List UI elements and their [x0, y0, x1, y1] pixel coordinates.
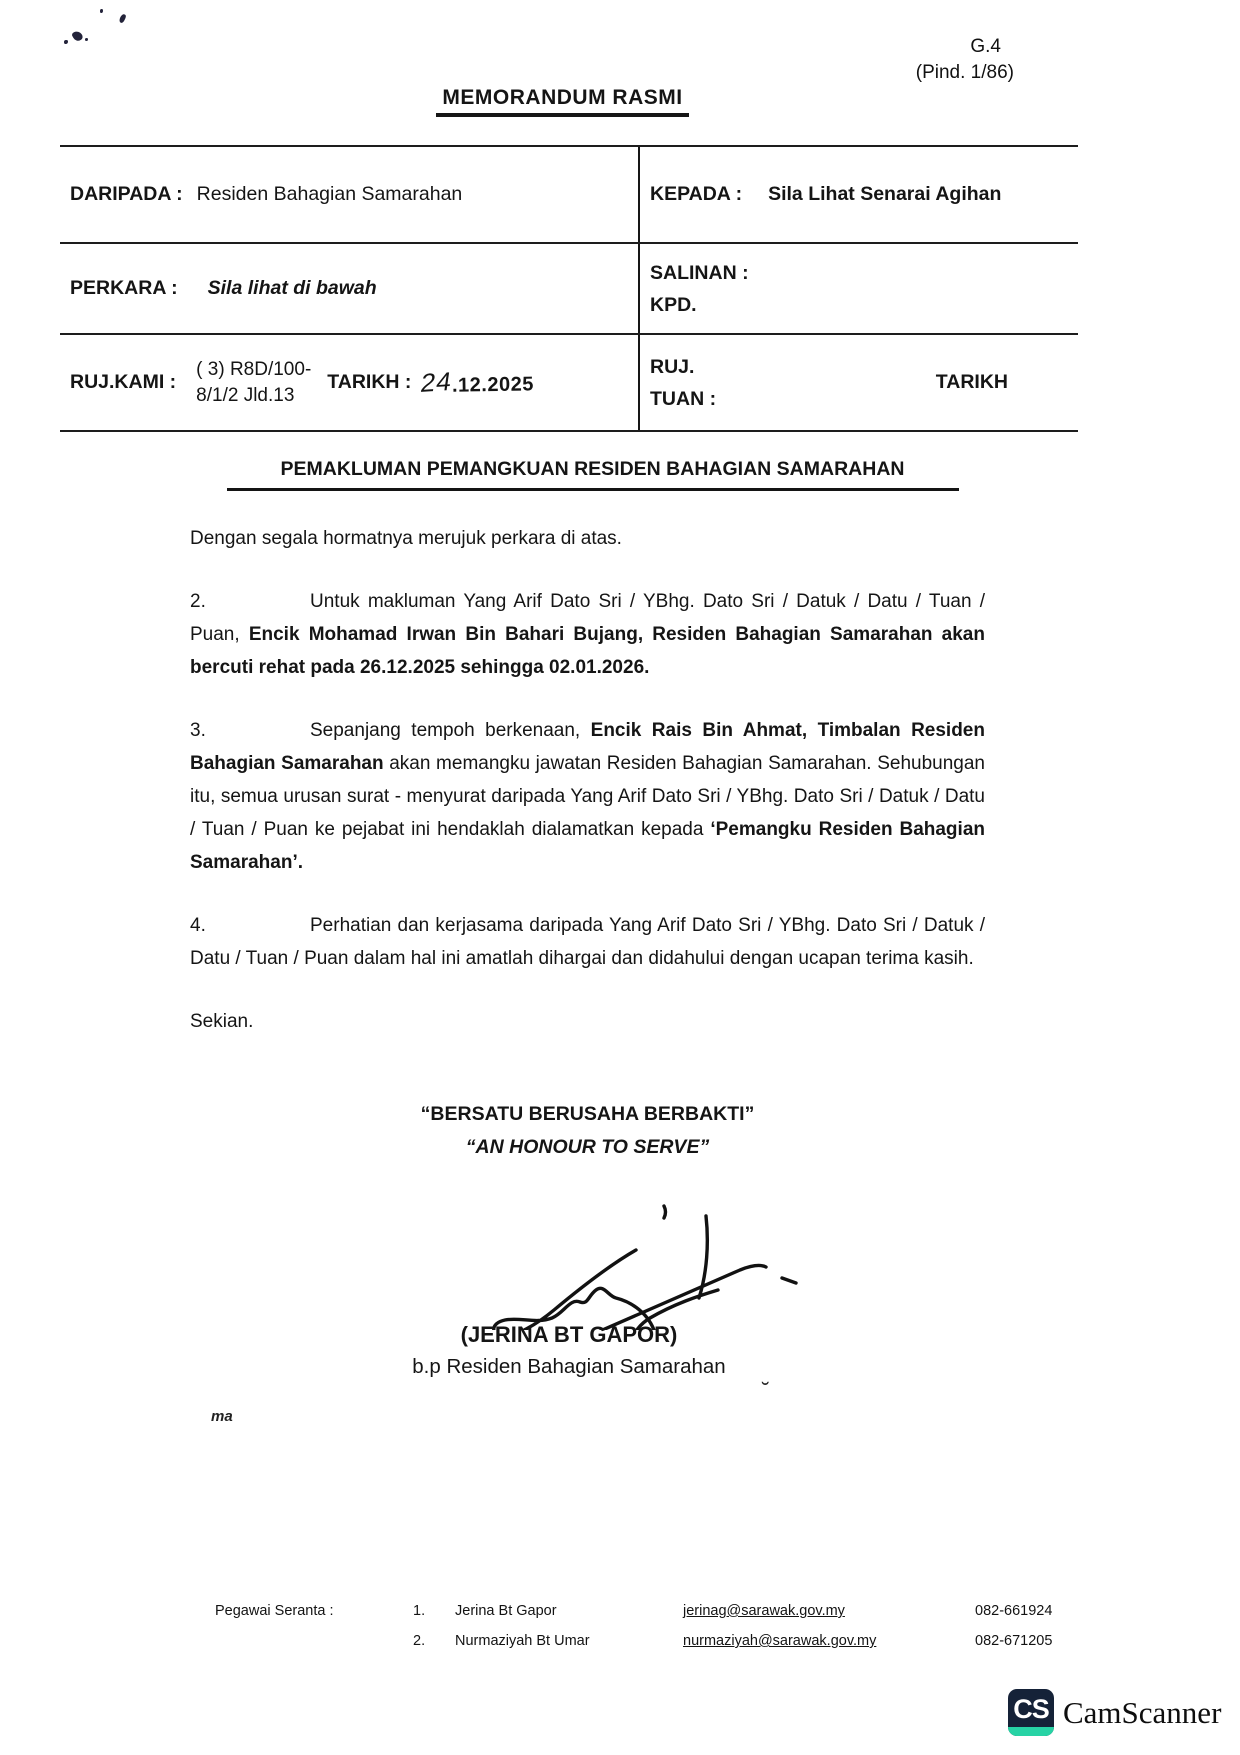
pegawai-seranta-label: Pegawai Seranta : [215, 1603, 334, 1619]
subject-heading-text: PEMAKLUMAN PEMANGKUAN RESIDEN BAHAGIAN SAMARAHAN [227, 458, 959, 491]
camscanner-brand-text: CamScanner [1063, 1694, 1222, 1730]
scan-speck [64, 40, 68, 44]
kepada-value: Sila Lihat Senarai Agihan [768, 183, 1002, 205]
table-row-perkara-salinan [60, 242, 1078, 333]
officer-email: nurmaziyah@sarawak.gov.my [683, 1633, 877, 1649]
paragraph-3 [190, 714, 985, 879]
paragraph-4 [190, 909, 985, 975]
closing-sekian: Sekian. [190, 1011, 254, 1032]
typist-initials: ma [211, 1408, 233, 1425]
form-revision: (Pind. 1/86) [915, 62, 1014, 83]
tarikh-label: TARIKH : [327, 371, 412, 393]
tarikh-day-handwritten: 24 [419, 365, 455, 399]
paragraph-2-text: Untuk makluman Yang Arif Dato Sri / YBhg. Dato Sri / Datuk / Datu / Tuan / Puan, [190, 591, 985, 645]
paragraph-3-text-1: Sepanjang tempoh berkenaan, [310, 720, 591, 741]
form-code: G.4 [970, 36, 1001, 57]
paragraph-2 [190, 585, 985, 684]
kepada-label: KEPADA : [650, 183, 743, 205]
signature-block [60, 1198, 1078, 1379]
rujkami-ref-line2: 8/1/2 Jld.13 [196, 384, 295, 406]
officer-name: Jerina Bt Gapor [455, 1603, 557, 1619]
scan-speck [100, 9, 103, 13]
cell-kepada [640, 147, 1078, 242]
salinan-label: SALINAN : [650, 261, 749, 284]
scan-speck [118, 13, 126, 23]
signatory-name: (JERINA BT GAPOR) [460, 1322, 678, 1347]
motto-english: “AN HONOUR TO SERVE” [465, 1136, 710, 1158]
cell-salinan [640, 244, 1078, 333]
memo-title-text: MEMORANDUM RASMI [436, 86, 688, 117]
cell-daripada [60, 147, 640, 242]
tarikh-rest: .12.2025 [452, 373, 535, 397]
officer-number: 1. [413, 1603, 426, 1619]
rujtuan-line2: TUAN : [650, 387, 717, 410]
perkara-value: Sila lihat di bawah [207, 277, 377, 299]
paragraph-2-bold: Encik Mohamad Irwan Bin Bahari Bujang, Residen Bahagian Samarahan akan bercuti rehat pada 26.12.2025 sehingga 02.01.2026. [190, 624, 985, 678]
rujtuan-line1: RUJ. [650, 355, 695, 378]
subject-heading [90, 458, 1095, 491]
officer-email: jerinag@sarawak.gov.my [683, 1603, 845, 1619]
officer-name: Nurmaziyah Bt Umar [455, 1633, 590, 1649]
memo-header-table [60, 145, 1078, 432]
scan-speck [85, 38, 88, 41]
paragraph-4-number: 4. [190, 915, 206, 936]
paragraph-4-text: Perhatian dan kerjasama daripada Yang Arif Dato Sri / YBhg. Dato Sri / Datuk / Datu / Tuan / Puan dalam hal ini amatlah dihargai dan didahului dengan ucapan terima kasih. [190, 915, 985, 969]
footer-contacts [215, 1596, 1095, 1656]
memo-body [190, 522, 985, 1164]
form-code-block [916, 34, 1014, 86]
paragraph-1: Dengan segala hormatnya merujuk perkara di atas. [190, 528, 622, 549]
signatory-role: b.p Residen Bahagian Samarahan [412, 1355, 726, 1378]
perkara-label: PERKARA : [70, 277, 178, 299]
paragraph-2-number: 2. [190, 591, 206, 612]
cell-rujtuan [640, 335, 1078, 430]
camscanner-logo-accent [1008, 1727, 1054, 1736]
rujkami-ref-line1: ( 3) R8D/100- [196, 358, 312, 380]
daripada-value: Residen Bahagian Samarahan [196, 183, 463, 205]
officer-phone: 082-661924 [975, 1603, 1053, 1619]
camscanner-logo-text: CS [1013, 1693, 1049, 1724]
table-row-daripada-kepada [60, 145, 1078, 242]
paragraph-3-bold-2: ‘Pemangku Residen Bahagian Samarahan’. [190, 819, 985, 873]
motto-malay: “BERSATU BERUSAHA BERBAKTI” [420, 1103, 755, 1125]
daripada-label: DARIPADA : [70, 183, 183, 205]
paragraph-3-bold-1: Encik Rais Bin Ahmat, Timbalan Residen Bahagian Samarahan [190, 720, 985, 774]
pen-mark: ˘ [762, 1378, 770, 1403]
memo-title [60, 86, 1065, 117]
tarikh-right-label: TARIKH [935, 371, 1008, 393]
table-row-ruj-tarikh [60, 333, 1078, 432]
cell-rujkami [60, 335, 640, 430]
cell-perkara [60, 244, 640, 333]
camscanner-watermark [1008, 1689, 1221, 1736]
handwritten-signature [478, 1198, 808, 1330]
salinan-kpd: KPD. [650, 293, 697, 316]
officer-phone: 082-671205 [975, 1633, 1053, 1649]
motto-block [190, 1098, 985, 1164]
paragraph-3-text-2: akan memangku jawatan Residen Bahagian Samarahan. Sehubungan itu, semua urusan surat - menyurat daripada Yang Arif Dato Sri / YBhg. Dato Sri / Datuk / Datu / Tuan / Puan ke pejabat ini hendaklah dialamatkan kepada [190, 753, 985, 840]
scan-speck [71, 29, 84, 42]
camscanner-logo-icon [1008, 1689, 1054, 1736]
paragraph-3-number: 3. [190, 720, 206, 741]
rujkami-label: RUJ.KAMI : [70, 371, 177, 393]
officer-number: 2. [413, 1633, 426, 1649]
